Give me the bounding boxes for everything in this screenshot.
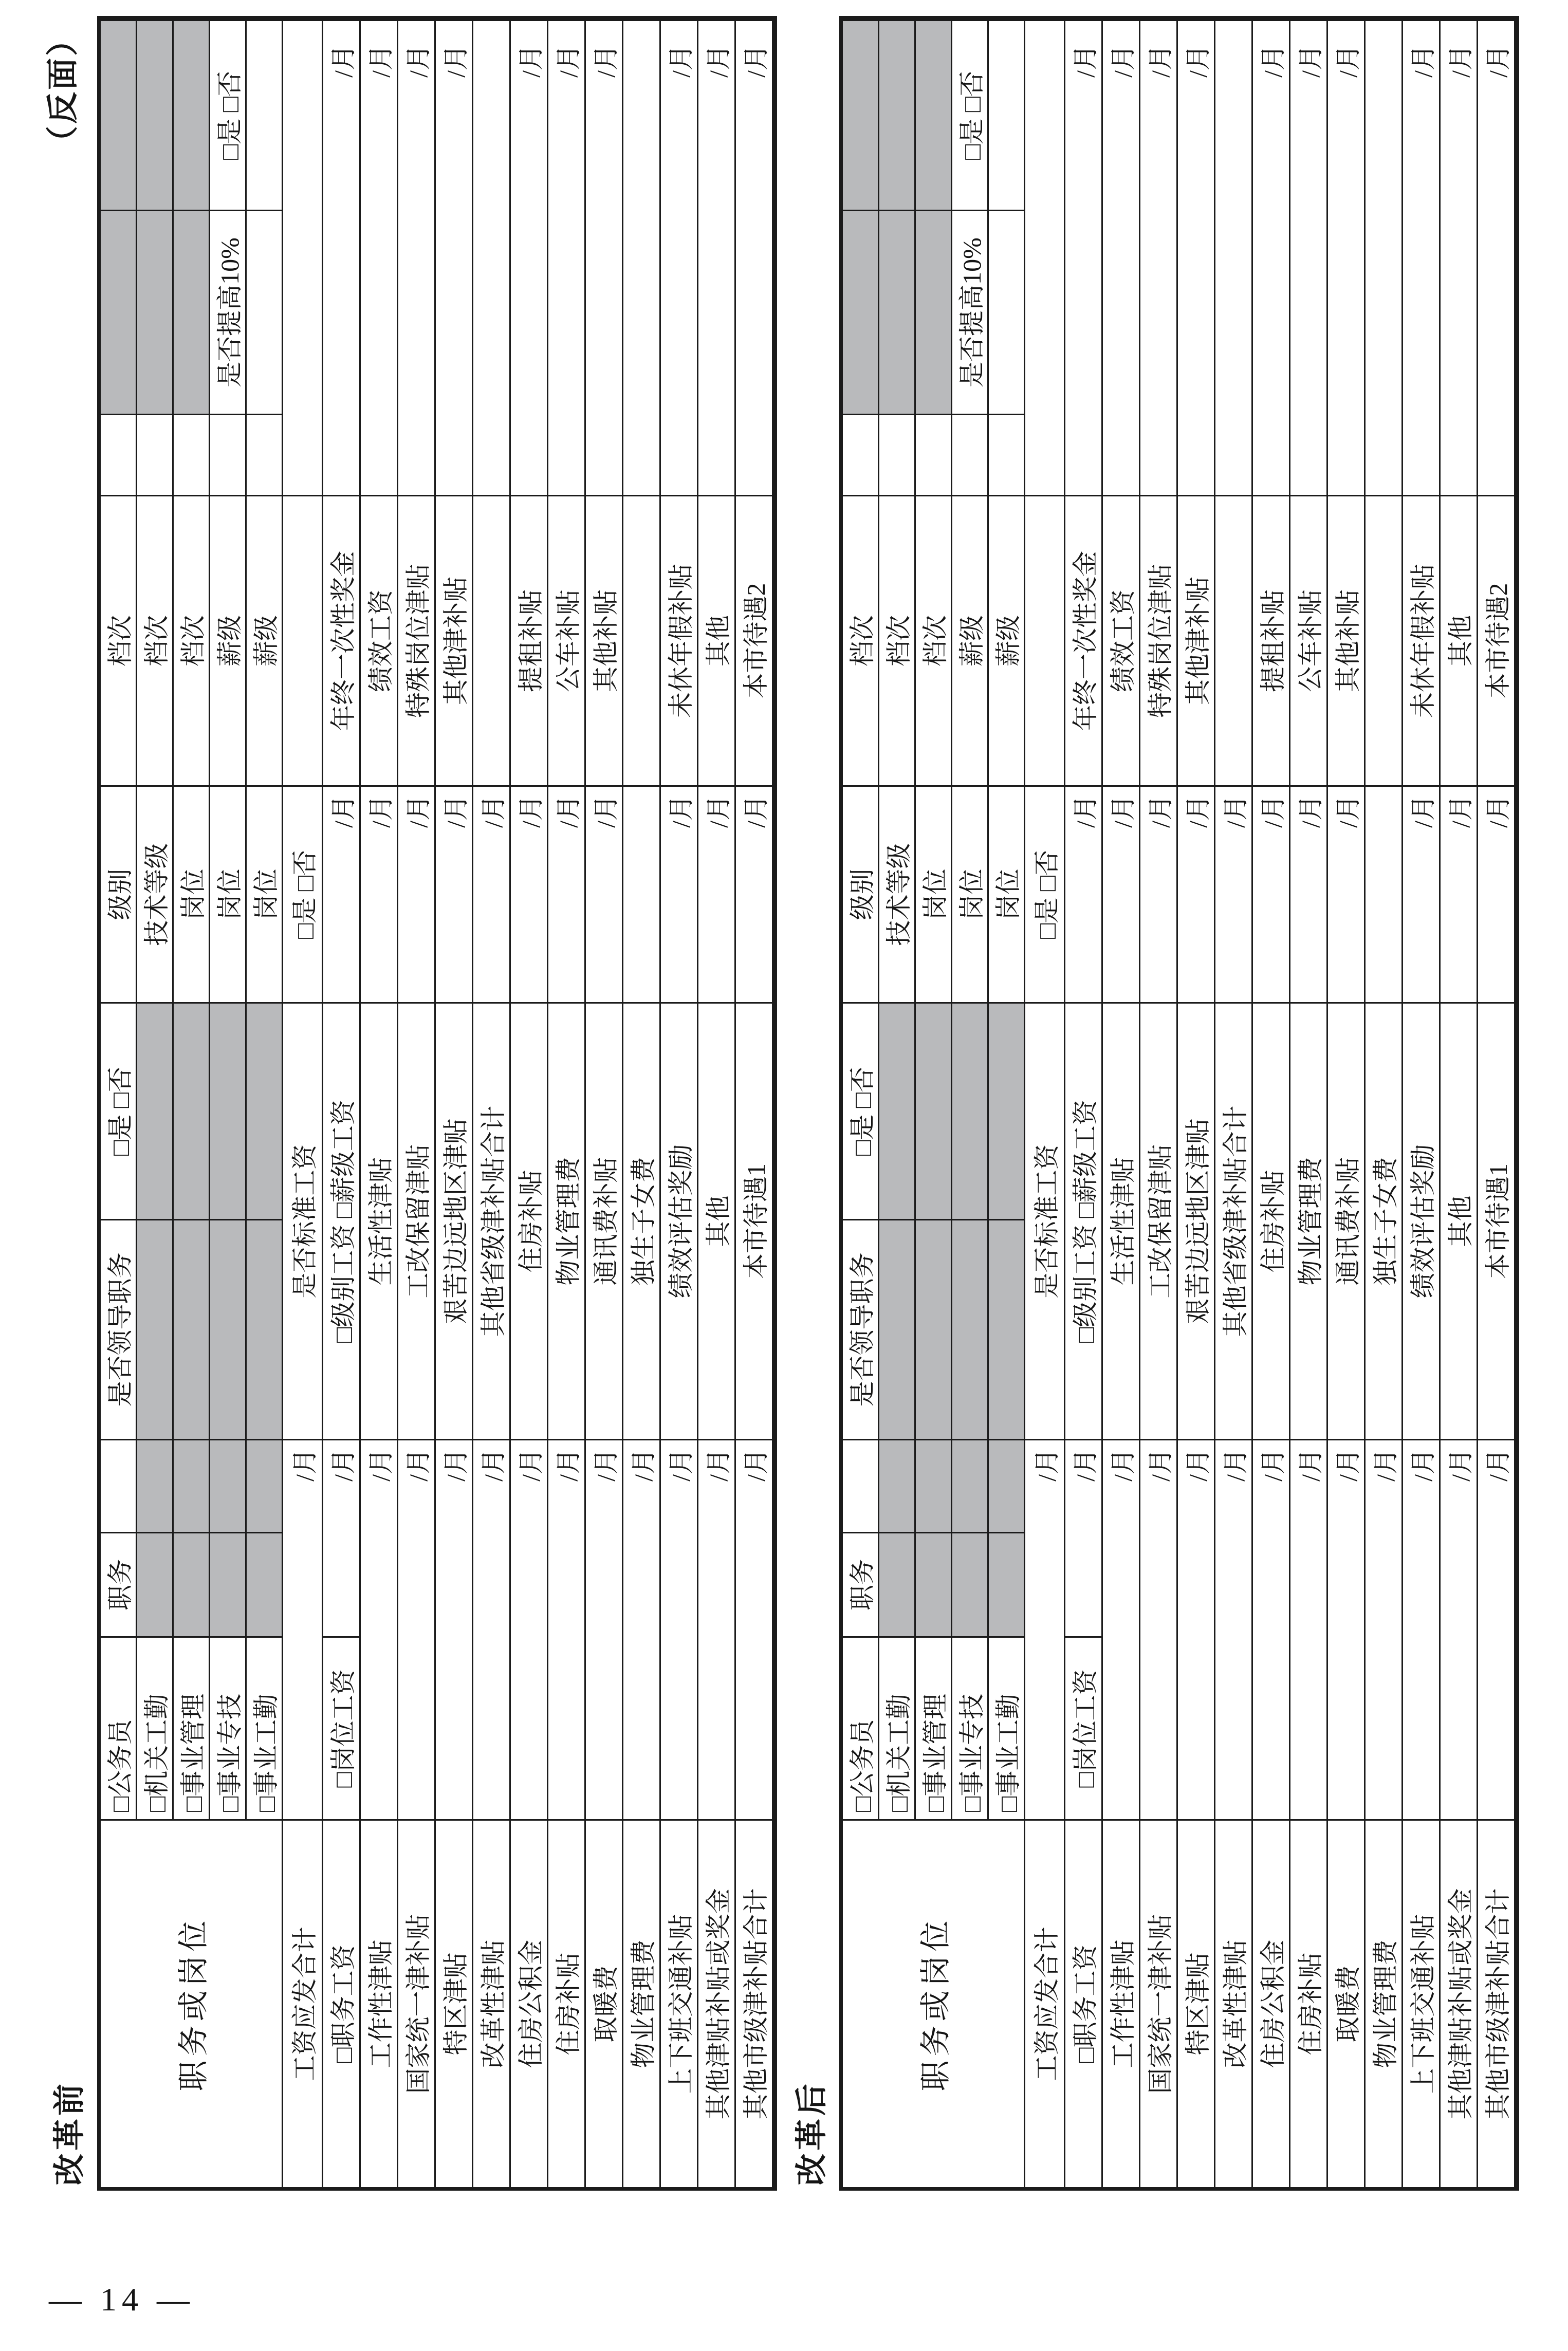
t1-cell-r0-c4: 是否领导职务 bbox=[843, 1219, 879, 1439]
t1-cell-r8-c1: /月 bbox=[1140, 1439, 1178, 1819]
t0-cell-r0-c6: 级别 bbox=[101, 785, 137, 1002]
t0-cell-r0-c0: 职务或岗位 bbox=[101, 1819, 283, 2187]
t1-cell-r13-c6: /月 bbox=[1328, 785, 1366, 1002]
t1-cell-r3-c7: 薪级 bbox=[952, 495, 989, 785]
t0-cell-r14-c7 bbox=[623, 495, 661, 785]
t1-cell-r0-c6: 级别 bbox=[843, 785, 879, 1002]
t0-cell-r12-c8: /月 bbox=[548, 20, 586, 495]
t1-cell-r17-c8: /月 bbox=[1478, 20, 1516, 495]
t0-cell-r2-c5-shaded bbox=[174, 1002, 210, 1219]
t1-cell-r11-c6: /月 bbox=[1253, 785, 1290, 1002]
t0-cell-r4-c5-shaded bbox=[247, 1002, 283, 1219]
t1-cell-r14-c7 bbox=[1366, 495, 1403, 785]
t1-cell-r13-c7: 其他补贴 bbox=[1328, 495, 1366, 785]
t0-cell-r5-c6: □是 □否 bbox=[283, 785, 323, 1002]
t1-cell-r16-c8: /月 bbox=[1441, 20, 1478, 495]
t1-cell-r6-c2: /月 bbox=[1065, 1439, 1103, 1636]
t1-cell-r16-c1: /月 bbox=[1441, 1439, 1478, 1819]
t1-cell-r11-c4: 住房补贴 bbox=[1253, 1002, 1290, 1439]
t0-cell-r16-c6: /月 bbox=[698, 785, 736, 1002]
t1-cell-r0-c0: 职务或岗位 bbox=[843, 1819, 1025, 2187]
t0-cell-r2-c10-shaded bbox=[174, 20, 210, 210]
t1-cell-r0-c5: □是 □否 bbox=[843, 1002, 879, 1219]
t1-cell-r12-c7: 公车补贴 bbox=[1290, 495, 1328, 785]
t0-cell-r15-c8: /月 bbox=[661, 20, 698, 495]
t0-cell-r13-c7: 其他补贴 bbox=[586, 495, 623, 785]
t0-cell-r6-c8: /月 bbox=[323, 20, 361, 495]
t1-cell-r3-c8 bbox=[952, 414, 989, 495]
t0-cell-r3-c10: □是 □否 bbox=[210, 20, 247, 210]
t0-cell-r14-c6 bbox=[623, 785, 661, 1002]
t1-cell-r6-c8: /月 bbox=[1065, 20, 1103, 495]
t0-cell-r12-c7: 公车补贴 bbox=[548, 495, 586, 785]
t0-cell-r0-c8 bbox=[101, 414, 137, 495]
t1-cell-r1-c1: □机关工勤 bbox=[879, 1636, 916, 1819]
t1-cell-r0-c7: 档次 bbox=[843, 495, 879, 785]
t1-cell-r8-c4: 工改保留津贴 bbox=[1140, 1002, 1178, 1439]
t0-cell-r9-c4: 艰苦边远地区津贴 bbox=[436, 1002, 473, 1439]
t0-cell-r0-c1: □公务员 bbox=[101, 1636, 137, 1819]
t1-cell-r15-c4: 绩效评估奖励 bbox=[1403, 1002, 1441, 1439]
t1-cell-r6-c1: □岗位工资 bbox=[1065, 1636, 1103, 1819]
t1-cell-r1-c5-shaded bbox=[879, 1002, 916, 1219]
t0-cell-r9-c1: /月 bbox=[436, 1439, 473, 1819]
t1-cell-r13-c4: 通讯费补贴 bbox=[1328, 1002, 1366, 1439]
t1-cell-r16-c0: 其他津贴补贴或奖金 bbox=[1441, 1819, 1478, 2187]
t1-cell-r0-c10-shaded bbox=[843, 20, 879, 210]
t0-cell-r8-c4: 工改保留津贴 bbox=[398, 1002, 436, 1439]
t1-cell-r1-c9-shaded bbox=[879, 210, 916, 414]
t1-cell-r13-c1: /月 bbox=[1328, 1439, 1366, 1819]
t0-cell-r3-c2-shaded bbox=[210, 1532, 247, 1636]
t1-cell-r4-c10 bbox=[989, 20, 1025, 210]
t1-cell-r3-c4-shaded bbox=[952, 1219, 989, 1439]
t0-cell-r6-c4: □级别工资 □薪级工资 bbox=[323, 1002, 361, 1439]
t1-cell-r15-c7: 未休年假补贴 bbox=[1403, 495, 1441, 785]
t1-cell-r4-c6: 岗位 bbox=[989, 785, 1025, 1002]
t0-cell-r1-c6: 技术等级 bbox=[137, 785, 174, 1002]
t0-cell-r6-c0: □职务工资 bbox=[323, 1819, 361, 2187]
t0-cell-r4-c4-shaded bbox=[247, 1219, 283, 1439]
t1-cell-r10-c8 bbox=[1215, 20, 1253, 495]
t1-cell-r4-c2-shaded bbox=[989, 1532, 1025, 1636]
t0-cell-r3-c5-shaded bbox=[210, 1002, 247, 1219]
t1-cell-r12-c1: /月 bbox=[1290, 1439, 1328, 1819]
t1-cell-r1-c8 bbox=[879, 414, 916, 495]
t1-cell-r11-c0: 住房公积金 bbox=[1253, 1819, 1290, 2187]
t1-cell-r0-c9-shaded bbox=[843, 210, 879, 414]
t1-cell-r5-c4: 是否标准工资 bbox=[1025, 1002, 1065, 1439]
t1-cell-r2-c10-shaded bbox=[916, 20, 952, 210]
t0-cell-r15-c7: 未休年假补贴 bbox=[661, 495, 698, 785]
t1-cell-r3-c2-shaded bbox=[952, 1532, 989, 1636]
t0-cell-r2-c4-shaded bbox=[174, 1219, 210, 1439]
t0-cell-r8-c0: 国家统一津补贴 bbox=[398, 1819, 436, 2187]
t0-cell-r17-c1: /月 bbox=[736, 1439, 773, 1819]
t1-cell-r11-c1: /月 bbox=[1253, 1439, 1290, 1819]
t1-cell-r13-c0: 取暖费 bbox=[1328, 1819, 1366, 2187]
t1-cell-r9-c0: 特区津贴 bbox=[1178, 1819, 1215, 2187]
t1-cell-r16-c6: /月 bbox=[1441, 785, 1478, 1002]
t1-cell-r4-c8 bbox=[989, 414, 1025, 495]
t0-cell-r11-c6: /月 bbox=[511, 785, 548, 1002]
t0-cell-r9-c7: 其他津补贴 bbox=[436, 495, 473, 785]
t1-cell-r10-c1: /月 bbox=[1215, 1439, 1253, 1819]
t1-cell-r10-c0: 改革性津贴 bbox=[1215, 1819, 1253, 2187]
t1-cell-r7-c1: /月 bbox=[1103, 1439, 1140, 1819]
t1-cell-r10-c7 bbox=[1215, 495, 1253, 785]
t0-cell-r9-c8: /月 bbox=[436, 20, 473, 495]
t0-cell-r6-c1: □岗位工资 bbox=[323, 1636, 361, 1819]
t0-cell-r15-c6: /月 bbox=[661, 785, 698, 1002]
t0-cell-r1-c9-shaded bbox=[137, 210, 174, 414]
t1-cell-r8-c6: /月 bbox=[1140, 785, 1178, 1002]
t0-cell-r1-c10-shaded bbox=[137, 20, 174, 210]
t0-cell-r8-c7: 特殊岗位津贴 bbox=[398, 495, 436, 785]
t0-cell-r11-c8: /月 bbox=[511, 20, 548, 495]
t0-cell-r16-c1: /月 bbox=[698, 1439, 736, 1819]
t1-cell-r0-c8 bbox=[843, 414, 879, 495]
t1-cell-r9-c7: 其他津补贴 bbox=[1178, 495, 1215, 785]
t1-cell-r9-c6: /月 bbox=[1178, 785, 1215, 1002]
t0-cell-r0-c5: □是 □否 bbox=[101, 1002, 137, 1219]
t0-cell-r0-c3 bbox=[101, 1439, 137, 1532]
t1-cell-r16-c7: 其他 bbox=[1441, 495, 1478, 785]
t1-cell-r7-c6: /月 bbox=[1103, 785, 1140, 1002]
t1-cell-r9-c4: 艰苦边远地区津贴 bbox=[1178, 1002, 1215, 1439]
t0-cell-r2-c2-shaded bbox=[174, 1532, 210, 1636]
t0-cell-r13-c0: 取暖费 bbox=[586, 1819, 623, 2187]
t0-cell-r7-c6: /月 bbox=[361, 785, 398, 1002]
t0-cell-r1-c4-shaded bbox=[137, 1219, 174, 1439]
t0-cell-r11-c0: 住房公积金 bbox=[511, 1819, 548, 2187]
t0-cell-r17-c0: 其他市级津补贴合计 bbox=[736, 1819, 773, 2187]
t1-cell-r5-c0: 工资应发合计 bbox=[1025, 1819, 1065, 2187]
t0-cell-r15-c4: 绩效评估奖励 bbox=[661, 1002, 698, 1439]
t1-cell-r3-c9: 是否提高10% bbox=[952, 210, 989, 414]
t1-cell-r12-c0: 住房补贴 bbox=[1290, 1819, 1328, 2187]
t1-cell-r1-c4-shaded bbox=[879, 1219, 916, 1439]
t0-cell-r10-c1: /月 bbox=[473, 1439, 511, 1819]
t1-cell-r8-c0: 国家统一津补贴 bbox=[1140, 1819, 1178, 2187]
t0-cell-r15-c1: /月 bbox=[661, 1439, 698, 1819]
t0-cell-r1-c3-shaded bbox=[137, 1439, 174, 1532]
t0-cell-r2-c7: 档次 bbox=[174, 495, 210, 785]
title-after-reform: 改革后 bbox=[795, 2080, 829, 2186]
t0-cell-r3-c8 bbox=[210, 414, 247, 495]
t0-cell-r4-c2-shaded bbox=[247, 1532, 283, 1636]
t1-cell-r17-c0: 其他市级津补贴合计 bbox=[1478, 1819, 1516, 2187]
t1-cell-r3-c1: □事业专技 bbox=[952, 1636, 989, 1819]
t1-cell-r11-c8: /月 bbox=[1253, 20, 1290, 495]
t0-cell-r11-c7: 提租补贴 bbox=[511, 495, 548, 785]
t0-cell-r11-c4: 住房补贴 bbox=[511, 1002, 548, 1439]
t1-cell-r1-c10-shaded bbox=[879, 20, 916, 210]
t0-cell-r4-c9 bbox=[247, 210, 283, 414]
t0-cell-r16-c4: 其他 bbox=[698, 1002, 736, 1439]
t1-cell-r4-c5-shaded bbox=[989, 1002, 1025, 1219]
t1-cell-r4-c4-shaded bbox=[989, 1219, 1025, 1439]
t0-cell-r12-c6: /月 bbox=[548, 785, 586, 1002]
t1-cell-r2-c4-shaded bbox=[916, 1219, 952, 1439]
t0-cell-r5-c0: 工资应发合计 bbox=[283, 1819, 323, 2187]
t0-cell-r2-c3-shaded bbox=[174, 1439, 210, 1532]
t0-cell-r17-c7: 本市待遇2 bbox=[736, 495, 773, 785]
t1-cell-r13-c8: /月 bbox=[1328, 20, 1366, 495]
t0-cell-r9-c6: /月 bbox=[436, 785, 473, 1002]
t1-cell-r2-c7: 档次 bbox=[916, 495, 952, 785]
t0-cell-r14-c0: 物业管理费 bbox=[623, 1819, 661, 2187]
t1-cell-r5-c8 bbox=[1025, 20, 1065, 495]
t1-cell-r2-c9-shaded bbox=[916, 210, 952, 414]
t0-cell-r1-c2-shaded bbox=[137, 1532, 174, 1636]
table-before-reform bbox=[97, 16, 777, 2191]
t0-cell-r0-c2: 职务 bbox=[101, 1532, 137, 1636]
t0-cell-r3-c6: 岗位 bbox=[210, 785, 247, 1002]
t1-cell-r1-c3-shaded bbox=[879, 1439, 916, 1532]
t1-cell-r7-c4: 生活性津贴 bbox=[1103, 1002, 1140, 1439]
t0-cell-r5-c4: 是否标准工资 bbox=[283, 1002, 323, 1439]
t1-cell-r6-c6: /月 bbox=[1065, 785, 1103, 1002]
t0-cell-r11-c1: /月 bbox=[511, 1439, 548, 1819]
title-before-reform: 改革前 bbox=[52, 2080, 87, 2186]
t1-cell-r8-c8: /月 bbox=[1140, 20, 1178, 495]
t0-cell-r4-c6: 岗位 bbox=[247, 785, 283, 1002]
t1-cell-r10-c6: /月 bbox=[1215, 785, 1253, 1002]
t1-cell-r9-c8: /月 bbox=[1178, 20, 1215, 495]
t0-cell-r1-c5-shaded bbox=[137, 1002, 174, 1219]
t1-cell-r15-c0: 上下班交通补贴 bbox=[1403, 1819, 1441, 2187]
t1-cell-r1-c6: 技术等级 bbox=[879, 785, 916, 1002]
t0-cell-r10-c8 bbox=[473, 20, 511, 495]
t0-cell-r3-c9: 是否提高10% bbox=[210, 210, 247, 414]
t1-cell-r7-c8: /月 bbox=[1103, 20, 1140, 495]
t0-cell-r12-c0: 住房补贴 bbox=[548, 1819, 586, 2187]
t0-cell-r10-c7 bbox=[473, 495, 511, 785]
t0-cell-r0-c9-shaded bbox=[101, 210, 137, 414]
t1-cell-r15-c8: /月 bbox=[1403, 20, 1441, 495]
t0-cell-r17-c6: /月 bbox=[736, 785, 773, 1002]
t1-cell-r14-c6 bbox=[1366, 785, 1403, 1002]
t0-cell-r10-c0: 改革性津贴 bbox=[473, 1819, 511, 2187]
t0-cell-r6-c2: /月 bbox=[323, 1439, 361, 1636]
t0-cell-r16-c8: /月 bbox=[698, 20, 736, 495]
t0-cell-r6-c6: /月 bbox=[323, 785, 361, 1002]
t1-cell-r15-c1: /月 bbox=[1403, 1439, 1441, 1819]
t1-cell-r0-c3 bbox=[843, 1439, 879, 1532]
table-after-reform bbox=[839, 16, 1519, 2191]
t1-cell-r2-c6: 岗位 bbox=[916, 785, 952, 1002]
t0-cell-r12-c4: 物业管理费 bbox=[548, 1002, 586, 1439]
t1-cell-r6-c0: □职务工资 bbox=[1065, 1819, 1103, 2187]
t0-cell-r13-c4: 通讯费补贴 bbox=[586, 1002, 623, 1439]
t1-cell-r3-c10: □是 □否 bbox=[952, 20, 989, 210]
t1-cell-r4-c9 bbox=[989, 210, 1025, 414]
t0-cell-r4-c1: □事业工勤 bbox=[247, 1636, 283, 1819]
t1-cell-r7-c7: 绩效工资 bbox=[1103, 495, 1140, 785]
t0-cell-r8-c6: /月 bbox=[398, 785, 436, 1002]
t0-cell-r12-c1: /月 bbox=[548, 1439, 586, 1819]
t1-cell-r17-c4: 本市待遇1 bbox=[1478, 1002, 1516, 1439]
t1-cell-r0-c1: □公务员 bbox=[843, 1636, 879, 1819]
t0-cell-r2-c9-shaded bbox=[174, 210, 210, 414]
t0-cell-r7-c0: 工作性津贴 bbox=[361, 1819, 398, 2187]
t0-cell-r7-c4: 生活性津贴 bbox=[361, 1002, 398, 1439]
t0-cell-r2-c1: □事业管理 bbox=[174, 1636, 210, 1819]
t0-cell-r4-c3-shaded bbox=[247, 1439, 283, 1532]
t0-cell-r5-c7 bbox=[283, 495, 323, 785]
t1-cell-r14-c1: /月 bbox=[1366, 1439, 1403, 1819]
t1-cell-r4-c7: 薪级 bbox=[989, 495, 1025, 785]
t1-cell-r7-c0: 工作性津贴 bbox=[1103, 1819, 1140, 2187]
t0-cell-r3-c4-shaded bbox=[210, 1219, 247, 1439]
t0-cell-r0-c7: 档次 bbox=[101, 495, 137, 785]
t1-cell-r2-c1: □事业管理 bbox=[916, 1636, 952, 1819]
t0-cell-r16-c7: 其他 bbox=[698, 495, 736, 785]
t0-cell-r14-c4: 独生子女费 bbox=[623, 1002, 661, 1439]
t0-cell-r1-c7: 档次 bbox=[137, 495, 174, 785]
t1-cell-r12-c8: /月 bbox=[1290, 20, 1328, 495]
t1-cell-r0-c2: 职务 bbox=[843, 1532, 879, 1636]
t0-cell-r0-c10-shaded bbox=[101, 20, 137, 210]
t1-cell-r1-c7: 档次 bbox=[879, 495, 916, 785]
t0-cell-r16-c0: 其他津贴补贴或奖金 bbox=[698, 1819, 736, 2187]
t0-cell-r13-c8: /月 bbox=[586, 20, 623, 495]
t1-cell-r6-c7: 年终一次性奖金 bbox=[1065, 495, 1103, 785]
t1-cell-r17-c7: 本市待遇2 bbox=[1478, 495, 1516, 785]
t1-cell-r2-c3-shaded bbox=[916, 1439, 952, 1532]
t0-cell-r1-c1: □机关工勤 bbox=[137, 1636, 174, 1819]
t1-cell-r5-c1: /月 bbox=[1025, 1439, 1065, 1819]
t1-cell-r11-c7: 提租补贴 bbox=[1253, 495, 1290, 785]
t0-cell-r10-c6: /月 bbox=[473, 785, 511, 1002]
t0-cell-r3-c3-shaded bbox=[210, 1439, 247, 1532]
t0-cell-r4-c10 bbox=[247, 20, 283, 210]
t1-cell-r17-c6: /月 bbox=[1478, 785, 1516, 1002]
page-number: — 14 — bbox=[49, 2281, 195, 2318]
t1-cell-r14-c0: 物业管理费 bbox=[1366, 1819, 1403, 2187]
t0-cell-r8-c1: /月 bbox=[398, 1439, 436, 1819]
t0-cell-r14-c1: /月 bbox=[623, 1439, 661, 1819]
t0-cell-r14-c8 bbox=[623, 20, 661, 495]
t0-cell-r7-c1: /月 bbox=[361, 1439, 398, 1819]
t0-cell-r4-c7: 薪级 bbox=[247, 495, 283, 785]
t1-cell-r12-c4: 物业管理费 bbox=[1290, 1002, 1328, 1439]
t1-cell-r2-c5-shaded bbox=[916, 1002, 952, 1219]
t1-cell-r6-c4: □级别工资 □薪级工资 bbox=[1065, 1002, 1103, 1439]
t1-cell-r8-c7: 特殊岗位津贴 bbox=[1140, 495, 1178, 785]
t1-cell-r9-c1: /月 bbox=[1178, 1439, 1215, 1819]
t0-cell-r3-c7: 薪级 bbox=[210, 495, 247, 785]
t0-cell-r13-c6: /月 bbox=[586, 785, 623, 1002]
t1-cell-r16-c4: 其他 bbox=[1441, 1002, 1478, 1439]
t0-cell-r17-c4: 本市待遇1 bbox=[736, 1002, 773, 1439]
t0-cell-r4-c8 bbox=[247, 414, 283, 495]
t1-cell-r14-c4: 独生子女费 bbox=[1366, 1002, 1403, 1439]
reverse-side-note: （反面） bbox=[46, 22, 81, 158]
t0-cell-r10-c4: 其他省级津补贴合计 bbox=[473, 1002, 511, 1439]
t1-cell-r3-c6: 岗位 bbox=[952, 785, 989, 1002]
t1-cell-r4-c1: □事业工勤 bbox=[989, 1636, 1025, 1819]
t0-cell-r17-c8: /月 bbox=[736, 20, 773, 495]
t0-cell-r0-c4: 是否领导职务 bbox=[101, 1219, 137, 1439]
t0-cell-r2-c6: 岗位 bbox=[174, 785, 210, 1002]
t0-cell-r13-c1: /月 bbox=[586, 1439, 623, 1819]
t0-cell-r3-c1: □事业专技 bbox=[210, 1636, 247, 1819]
t1-cell-r3-c3-shaded bbox=[952, 1439, 989, 1532]
t0-cell-r7-c8: /月 bbox=[361, 20, 398, 495]
t0-cell-r2-c8 bbox=[174, 414, 210, 495]
t0-cell-r7-c7: 绩效工资 bbox=[361, 495, 398, 785]
t1-cell-r15-c6: /月 bbox=[1403, 785, 1441, 1002]
t1-cell-r2-c8 bbox=[916, 414, 952, 495]
t1-cell-r10-c4: 其他省级津补贴合计 bbox=[1215, 1002, 1253, 1439]
t0-cell-r1-c8 bbox=[137, 414, 174, 495]
t1-cell-r2-c2-shaded bbox=[916, 1532, 952, 1636]
t0-cell-r8-c8: /月 bbox=[398, 20, 436, 495]
t1-cell-r14-c8 bbox=[1366, 20, 1403, 495]
t0-cell-r15-c0: 上下班交通补贴 bbox=[661, 1819, 698, 2187]
t0-cell-r5-c8 bbox=[283, 20, 323, 495]
t1-cell-r3-c5-shaded bbox=[952, 1002, 989, 1219]
t1-cell-r1-c2-shaded bbox=[879, 1532, 916, 1636]
t1-cell-r12-c6: /月 bbox=[1290, 785, 1328, 1002]
t1-cell-r5-c6: □是 □否 bbox=[1025, 785, 1065, 1002]
t1-cell-r17-c1: /月 bbox=[1478, 1439, 1516, 1819]
t0-cell-r9-c0: 特区津贴 bbox=[436, 1819, 473, 2187]
t0-cell-r6-c7: 年终一次性奖金 bbox=[323, 495, 361, 785]
t0-cell-r5-c1: /月 bbox=[283, 1439, 323, 1819]
t1-cell-r4-c3-shaded bbox=[989, 1439, 1025, 1532]
t1-cell-r5-c7 bbox=[1025, 495, 1065, 785]
